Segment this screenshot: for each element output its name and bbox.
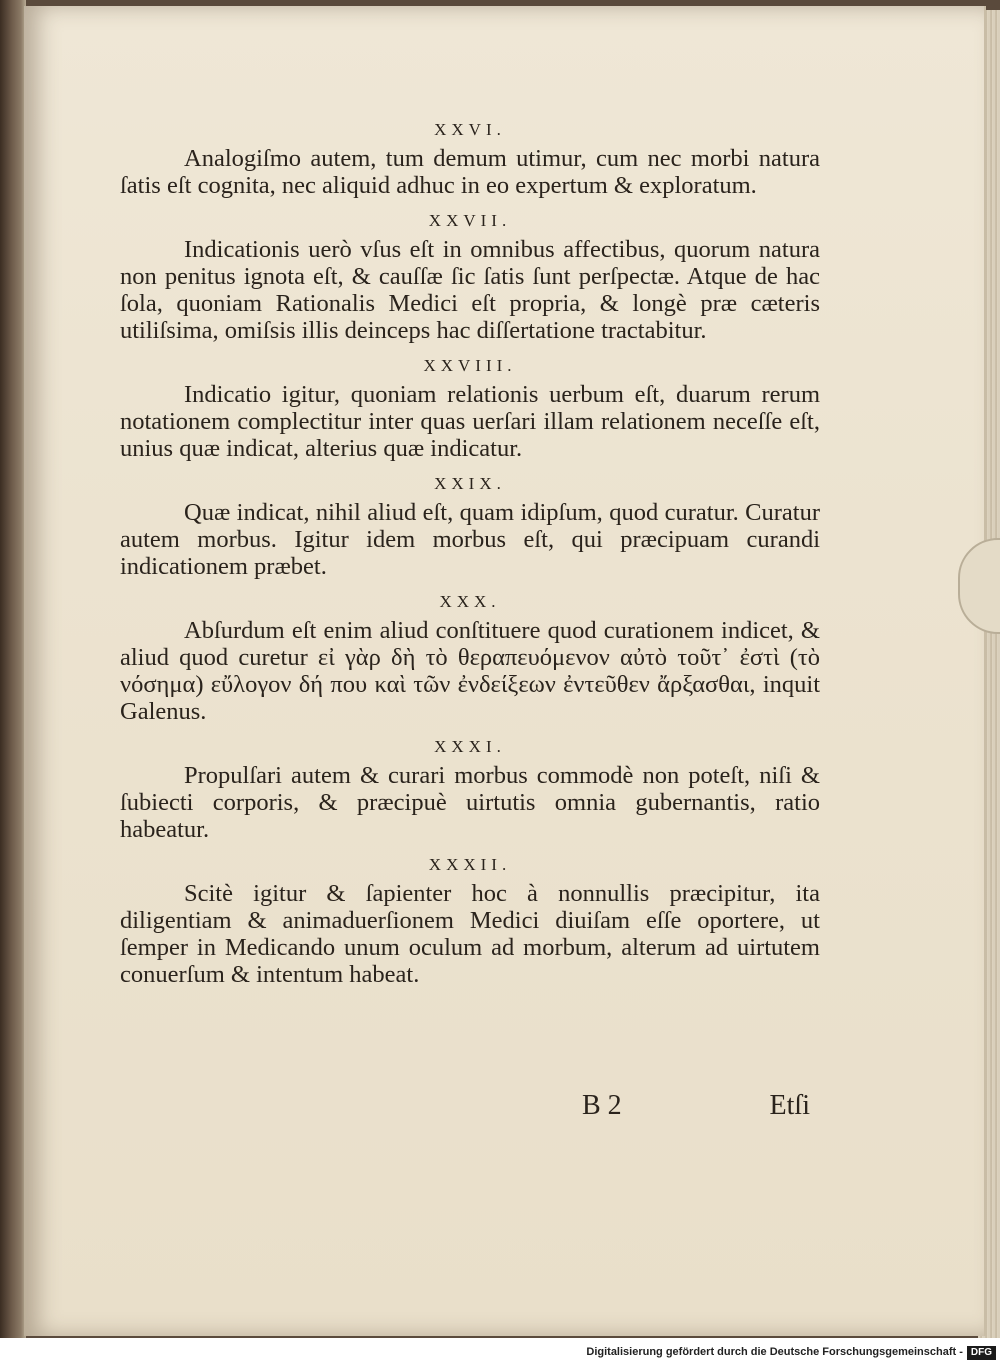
section-number: XXXI. xyxy=(434,737,506,756)
digitization-credit xyxy=(0,1341,1000,1363)
catchword: Etſi xyxy=(769,1090,810,1121)
dfg-logo: DFG xyxy=(967,1346,996,1360)
section-number: XXVII. xyxy=(428,211,512,230)
section-text: Indicatio igitur, quoniam relationis uerbum eſt, duarum rerum notationem complectitur inter quas uerſari illam relationem neceſſe eſt, unius quæ indicat, alterius quæ indicatur. xyxy=(120,381,820,462)
section-text: Scitè igitur & ſapienter hoc à nonnullis præcipitur, ita diligentiam & animaduerſionem Medici diuiſam eſſe oportere, ut ſemper in Medicando unum oculum ad morbum, alterum ad uirtutem conuerſum & intentum habeat. xyxy=(120,880,820,988)
section-text: Indicationis uerò vſus eſt in omnibus affectibus, quorum natura non penitus ignota eſt, & cauſſæ ſic ſatis ſunt perſpectæ. Atque de hac ſola, quoniam Rationalis Medici eſt propria, & longè præ cæteris utiliſsima, omiſsis illis deinceps hac diſſertatione tractabitur. xyxy=(120,236,820,344)
section-number: XXVIII. xyxy=(423,356,517,375)
signature-mark: B 2 xyxy=(582,1090,622,1121)
section-number: XXVI. xyxy=(434,120,506,139)
section-number: XXXII. xyxy=(428,855,512,874)
section-text: Quæ indicat, nihil aliud eſt, quam idipſum, quod curatur. Curatur autem morbus. Igitur idem morbus eſt, qui præcipuam curandi indicationem præbet. xyxy=(120,499,820,580)
section-number: XXX. xyxy=(439,592,501,611)
book-spine xyxy=(0,0,26,1338)
page-text xyxy=(120,108,820,994)
credit-text: Digitalisierung gefördert durch die Deutsche Forschungsgemeinschaft - xyxy=(586,1346,963,1358)
section-number: XXIX. xyxy=(434,474,506,493)
section-text: Analogiſmo autem, tum demum utimur, cum nec morbi natura ſatis eſt cognita, nec aliquid adhuc in eo expertum & exploratum. xyxy=(120,145,820,199)
section-text: Propulſari autem & curari morbus commodè non poteſt, niſi & ſubiecti corporis, & præcipuè uirtutis omnia gubernantis, ratio habeatur. xyxy=(120,762,820,843)
page-footer xyxy=(120,1090,820,1130)
section-text: Abſurdum eſt enim aliud conſtituere quod curationem indicet, & aliud quod curetur εἰ γὰρ δὴ τὸ θεραπευόμενον αὐτὸ τοῦτ᾽ ἐστὶ (τὸ νόσημα) εὔλογον δή που καὶ τῶν ἐνδείξεων ἐντεῦθεν ἄρξασθαι, inquit Galenus. xyxy=(120,617,820,725)
